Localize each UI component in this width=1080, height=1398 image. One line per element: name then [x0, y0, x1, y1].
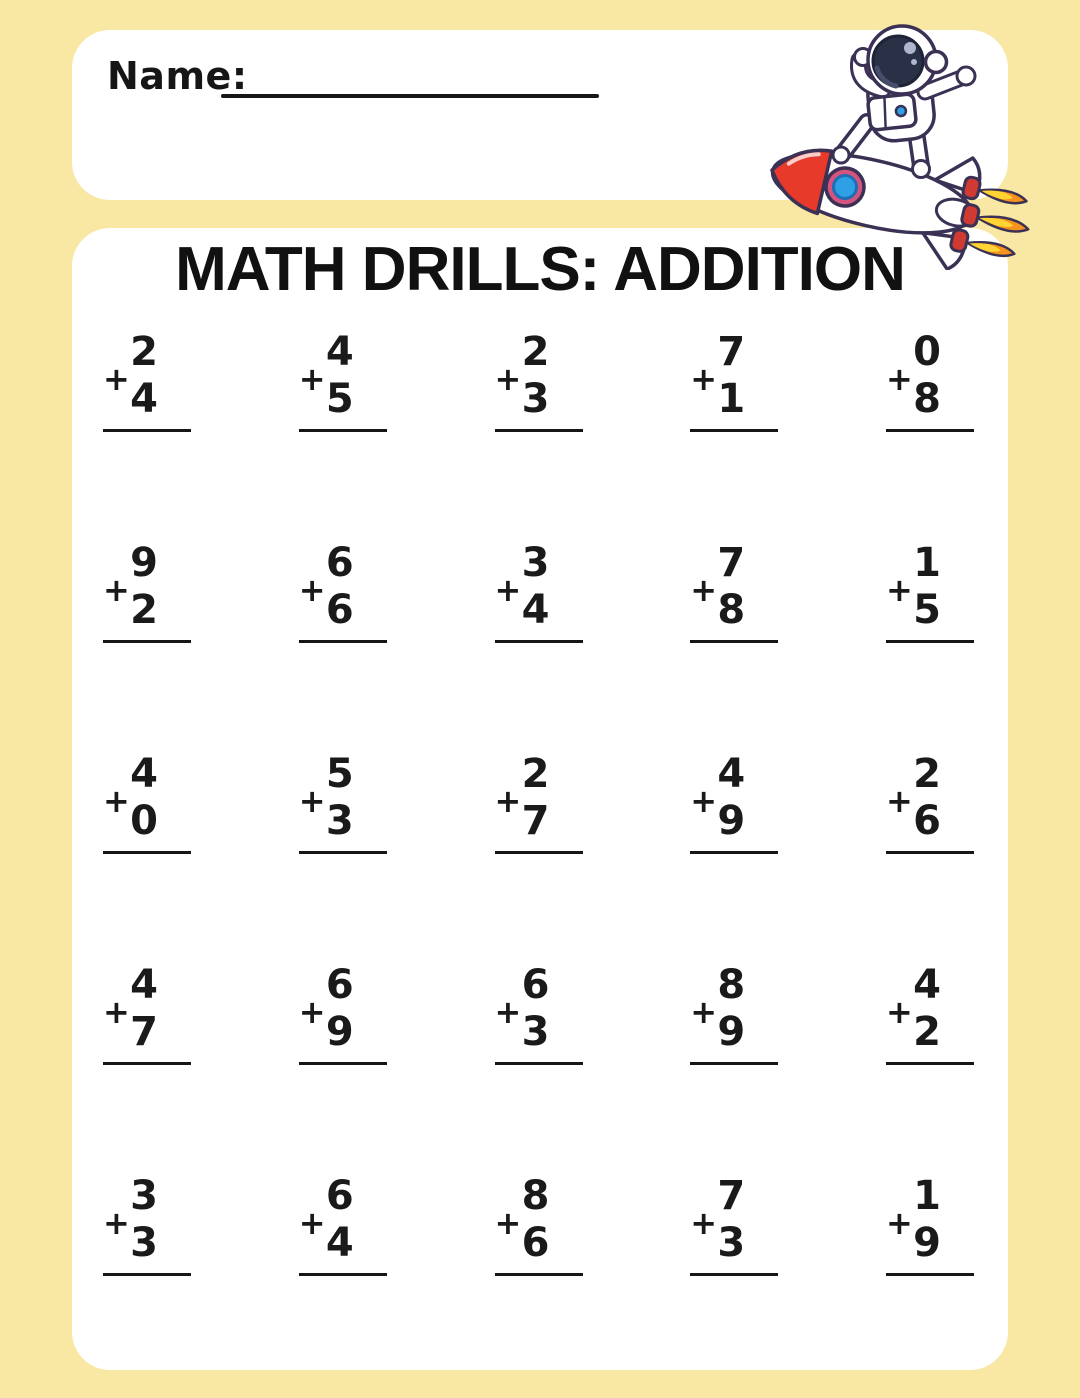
top-addend: 4 [130, 751, 158, 797]
plus-operator: + [298, 782, 326, 820]
top-addend: 6 [325, 540, 354, 586]
top-addend: 6 [521, 962, 550, 1008]
top-addend: 4 [325, 329, 354, 375]
top-addend: 2 [130, 329, 158, 375]
addition-problem [299, 329, 387, 432]
top-addend: 9 [130, 540, 158, 586]
addition-problem [886, 962, 974, 1065]
plus-operator: + [103, 1204, 130, 1242]
top-addend: 2 [521, 329, 550, 375]
plus-operator: + [103, 993, 130, 1031]
addition-problem [886, 751, 974, 854]
plus-operator: + [886, 993, 913, 1031]
bottom-addend: 8 [913, 376, 941, 422]
plus-operator: + [690, 1204, 718, 1242]
plus-operator: + [494, 571, 522, 609]
bottom-addend: 3 [521, 376, 550, 422]
bottom-addend: 5 [913, 587, 941, 633]
bottom-addend: 4 [521, 587, 550, 633]
plus-operator: + [690, 360, 718, 398]
problem-row [103, 540, 974, 643]
addition-problem [886, 540, 974, 643]
plus-operator: + [886, 571, 913, 609]
plus-operator: + [103, 360, 130, 398]
problem-row [103, 751, 974, 854]
bottom-addend: 4 [130, 376, 158, 422]
top-addend: 1 [913, 540, 941, 586]
addition-problem [299, 962, 387, 1065]
astronaut-rocket-illustration [755, 0, 1080, 270]
bottom-addend: 3 [325, 798, 354, 844]
addition-problem [299, 1173, 387, 1276]
rocket-nose-icon [765, 139, 832, 214]
problem-row [103, 962, 974, 1065]
bottom-addend: 4 [325, 1220, 354, 1266]
bottom-addend: 9 [717, 1009, 746, 1055]
bottom-addend: 9 [913, 1220, 941, 1266]
addition-problem [886, 329, 974, 432]
name-label: Name: [107, 54, 248, 98]
top-addend: 7 [717, 329, 746, 375]
plus-operator: + [298, 1204, 326, 1242]
bottom-addend: 7 [130, 1009, 158, 1055]
bottom-addend: 1 [717, 376, 746, 422]
plus-operator: + [886, 782, 913, 820]
top-addend: 8 [717, 962, 746, 1008]
top-addend: 4 [130, 962, 158, 1008]
top-addend: 6 [325, 1173, 354, 1219]
problem-row [103, 1173, 974, 1276]
top-addend: 3 [130, 1173, 158, 1219]
addition-problem [103, 540, 191, 643]
top-addend: 3 [521, 540, 550, 586]
bottom-addend: 0 [130, 798, 158, 844]
chest-pack-icon [867, 94, 916, 131]
top-addend: 0 [913, 329, 941, 375]
top-addend: 2 [913, 751, 941, 797]
plus-operator: + [494, 360, 522, 398]
top-addend: 6 [325, 962, 354, 1008]
plus-operator: + [103, 782, 130, 820]
bottom-addend: 9 [717, 798, 746, 844]
addition-problem [886, 1173, 974, 1276]
addition-problem [690, 1173, 778, 1276]
plus-operator: + [494, 782, 522, 820]
bottom-addend: 6 [913, 798, 941, 844]
bottom-addend: 6 [521, 1220, 550, 1266]
bottom-addend: 3 [717, 1220, 746, 1266]
top-addend: 1 [913, 1173, 941, 1219]
plus-operator: + [690, 993, 718, 1031]
addition-problem [495, 540, 583, 643]
addition-problem [690, 329, 778, 432]
top-addend: 2 [521, 751, 550, 797]
plus-operator: + [494, 1204, 522, 1242]
addition-problem [495, 962, 583, 1065]
addition-problem [495, 329, 583, 432]
bottom-addend: 6 [325, 587, 354, 633]
addition-problem [103, 751, 191, 854]
problems-grid [103, 329, 974, 1384]
plus-operator: + [298, 993, 326, 1031]
top-addend: 7 [717, 540, 746, 586]
addition-problem [495, 751, 583, 854]
top-addend: 5 [325, 751, 354, 797]
plus-operator: + [103, 571, 130, 609]
addition-problem [690, 962, 778, 1065]
top-addend: 4 [913, 962, 941, 1008]
top-addend: 8 [521, 1173, 550, 1219]
worksheet-title: MATH DRILLS: ADDITION [175, 235, 905, 304]
bottom-addend: 5 [325, 376, 354, 422]
addition-problem [103, 1173, 191, 1276]
bottom-addend: 2 [130, 587, 158, 633]
addition-problem [103, 962, 191, 1065]
plus-operator: + [298, 571, 326, 609]
top-addend: 4 [717, 751, 746, 797]
bottom-addend: 8 [717, 587, 746, 633]
plus-operator: + [298, 360, 326, 398]
addition-problem [299, 751, 387, 854]
addition-problem [690, 540, 778, 643]
problem-row [103, 329, 974, 432]
name-fill-in-line[interactable] [221, 94, 599, 98]
plus-operator: + [690, 782, 718, 820]
bottom-addend: 9 [325, 1009, 354, 1055]
addition-problem [690, 751, 778, 854]
bottom-addend: 3 [521, 1009, 550, 1055]
plus-operator: + [494, 993, 522, 1031]
addition-problem [495, 1173, 583, 1276]
bottom-addend: 7 [521, 798, 550, 844]
plus-operator: + [886, 1204, 913, 1242]
bottom-addend: 3 [130, 1220, 158, 1266]
top-addend: 7 [717, 1173, 746, 1219]
addition-problem [299, 540, 387, 643]
plus-operator: + [886, 360, 913, 398]
addition-problem [103, 329, 191, 432]
worksheet-card [72, 228, 1008, 1370]
bottom-addend: 2 [913, 1009, 941, 1055]
plus-operator: + [690, 571, 718, 609]
